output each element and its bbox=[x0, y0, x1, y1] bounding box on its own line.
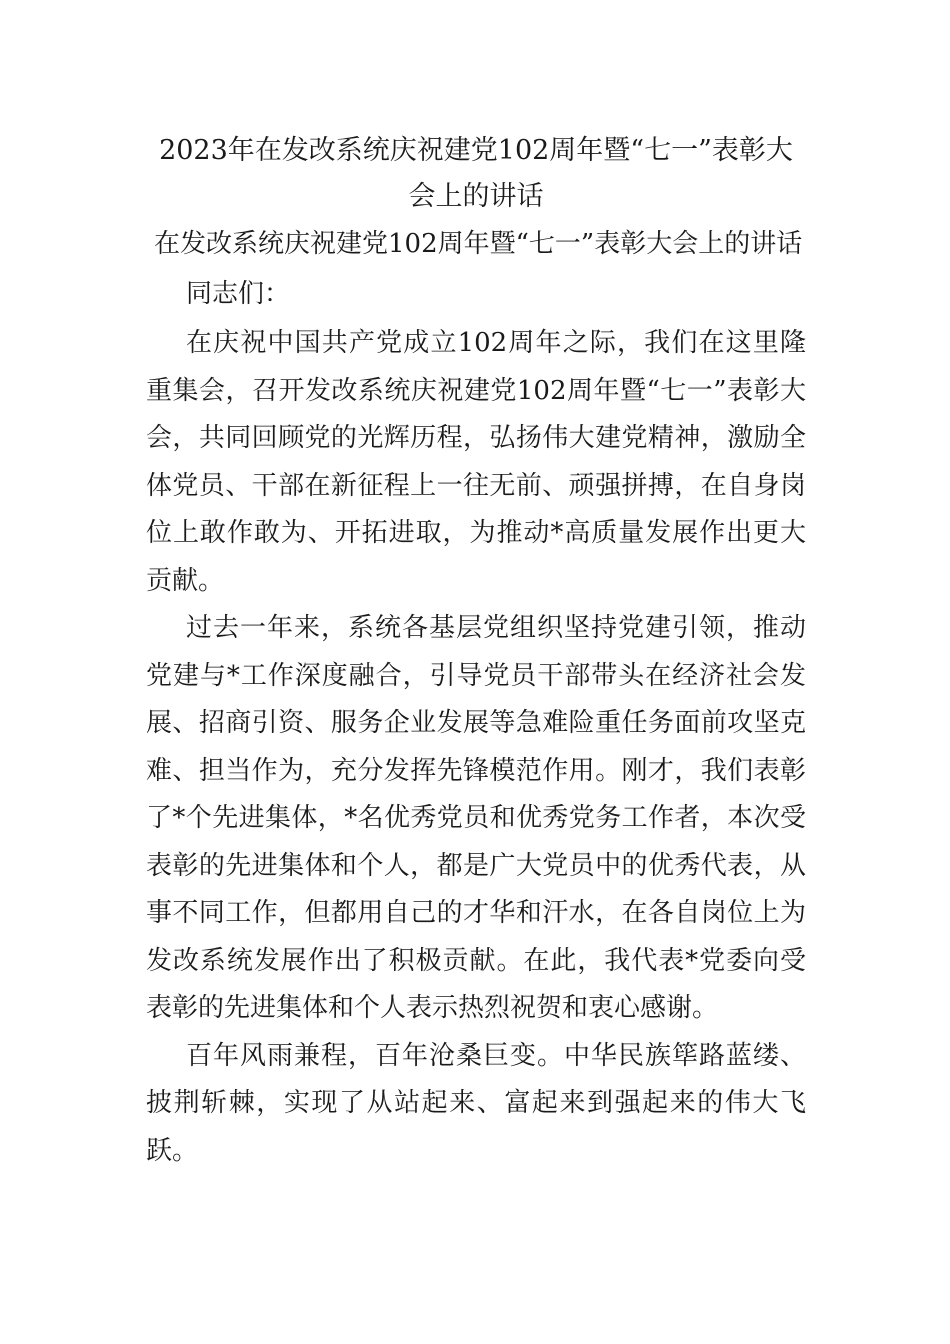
document-body bbox=[146, 128, 806, 1175]
paragraph-2: 过去一年来，系统各基层党组织坚持党建引领，推动党建与*工作深度融合，引导党员干部带头在经济社会发展、招商引资、服务企业发展等急难险重任务面前攻坚克难、担当作为，充分发挥先锋模范作用。刚才，我们表彰了*个先进集体，*名优秀党员和优秀党务工作者，本次受表彰的先进集体和个人，都是广大党员中的优秀代表，从事不同工作，但都用自己的才华和汗水，在各自岗位上为发改系统发展作出了积极贡献。在此，我代表*党委向受表彰的先进集体和个人表示热烈祝贺和衷心感谢。 bbox=[146, 613, 806, 1023]
document-title: 2023年在发改系统庆祝建党102周年暨“七一”表彰大会上的讲话 bbox=[159, 135, 793, 212]
salutation: 同志们： bbox=[186, 279, 291, 309]
paragraph-1: 在庆祝中国共产党成立102周年之际，我们在这里隆重集会，召开发改系统庆祝建党102周年暨“七一”表彰大会，共同回顾党的光辉历程，弘扬伟大建党精神，激励全体党员、干部在新征程上一往无前、顽强拼搏，在自身岗位上敢作敢为、开拓进取，为推动*高质量发展作出更大贡献。 bbox=[146, 328, 806, 596]
document-subtitle: 在发改系统庆祝建党102周年暨“七一”表彰大会上的讲话 bbox=[154, 229, 803, 259]
paragraph-3: 百年风雨兼程，百年沧桑巨变。中华民族筚路蓝缕、披荆斩棘，实现了从站起来、富起来到强起来的伟大飞跃。 bbox=[146, 1040, 806, 1166]
